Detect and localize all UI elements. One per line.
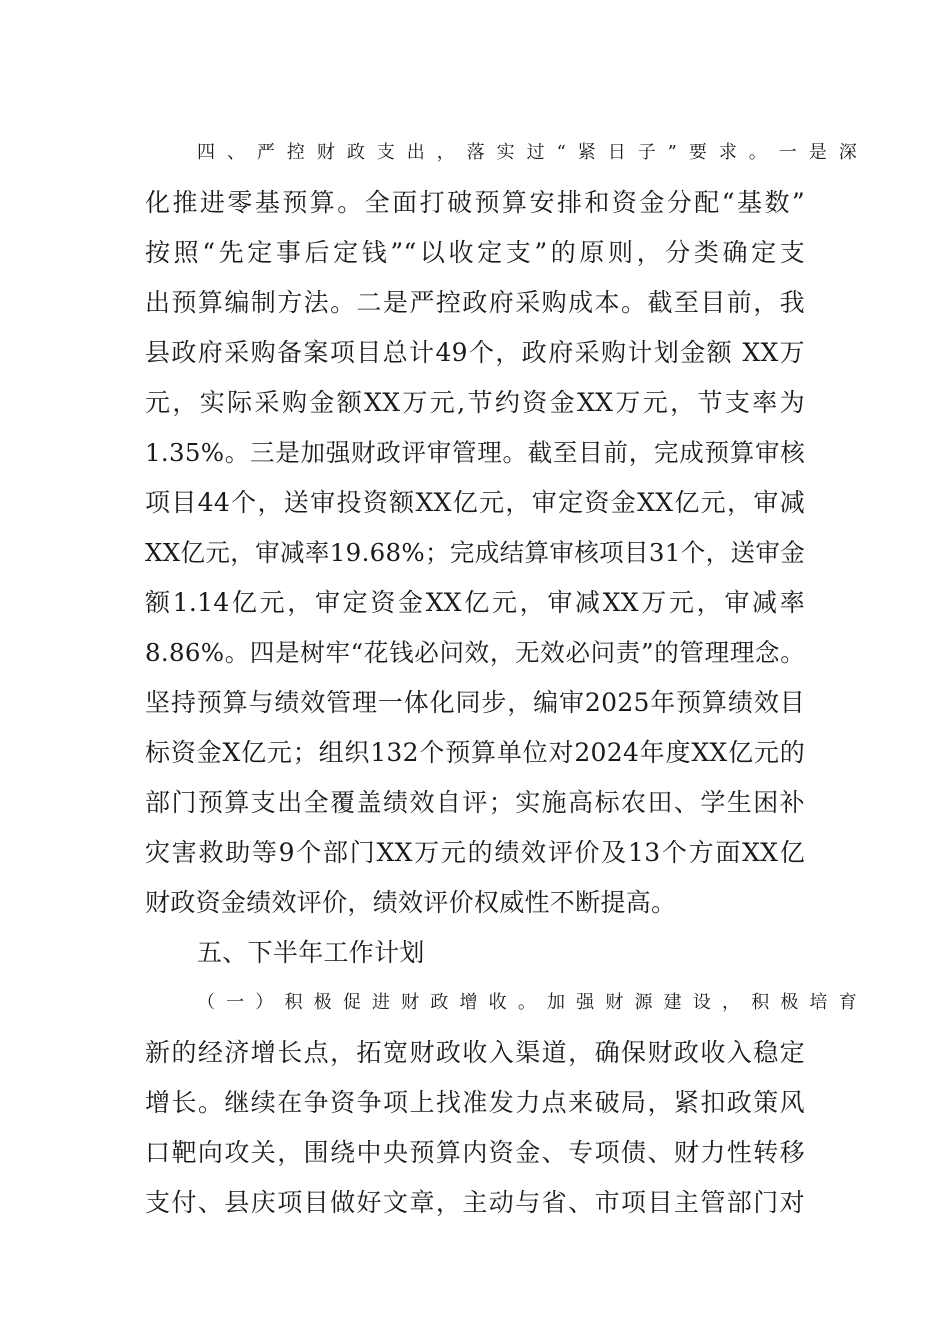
text-line: XX亿元，审减率19.68%；完成结算审核项目31个，送审金 <box>145 538 805 567</box>
text-line: 8.86%。四是树牢“花钱必问效，无效必问责”的管理理念。 <box>145 638 805 667</box>
text-line: 额1.14亿元，审定资金XX亿元，审减XX万元，审减率 <box>145 588 805 617</box>
text-line: 标资金X亿元；组织132个预算单位对2024年度XX亿元的 <box>145 738 805 767</box>
text-line: 1.35%。三是加强财政评审管理。截至目前，完成预算审核 <box>145 438 805 467</box>
text-line: 部门预算支出全覆盖绩效自评；实施高标农田、学生困补 <box>145 788 805 817</box>
text-line: 项目44个，送审投资额XX亿元，审定资金XX亿元，审减 <box>145 488 805 517</box>
paragraph-4-heading-line: 四、严控财政支出，落实过“紧日子”要求。一是深 <box>197 142 857 163</box>
text-line: 按照“先定事后定钱”“以收定支”的原则，分类确定支 <box>145 238 805 267</box>
text-line: 坚持预算与绩效管理一体化同步，编审2025年预算绩效目 <box>145 688 805 717</box>
text-line: 增长。继续在争资争项上找准发力点来破局，紧扣政策风 <box>145 1088 805 1117</box>
text-line: 县政府采购备案项目总计49个，政府采购计划金额 XX万 <box>145 338 805 367</box>
text-line: 元，实际采购金额XX万元,节约资金XX万元，节支率为 <box>145 388 805 417</box>
text-line: （一）积极促进财政增收。加强财源建设，积极培育 <box>197 992 857 1013</box>
text-line: 支付、县庆项目做好文章，主动与省、市项目主管部门对 <box>145 1188 805 1217</box>
text-line: 出预算编制方法。二是严控政府采购成本。截至目前，我 <box>145 288 805 317</box>
text-line: 化推进零基预算。全面打破预算安排和资金分配“基数” <box>145 188 805 217</box>
text-line: 新的经济增长点，拓宽财政收入渠道，确保财政收入稳定 <box>145 1038 805 1067</box>
text-line: 口靶向攻关，围绕中央预算内资金、专项债、财力性转移 <box>145 1138 805 1167</box>
text-line: 财政资金绩效评价，绩效评价权威性不断提高。 <box>145 888 677 917</box>
text-line: 灾害救助等9个部门XX万元的绩效评价及13个方面XX亿 <box>145 838 805 867</box>
section-5-heading: 五、下半年工作计划 <box>197 938 425 967</box>
document-body <box>145 128 857 1228</box>
